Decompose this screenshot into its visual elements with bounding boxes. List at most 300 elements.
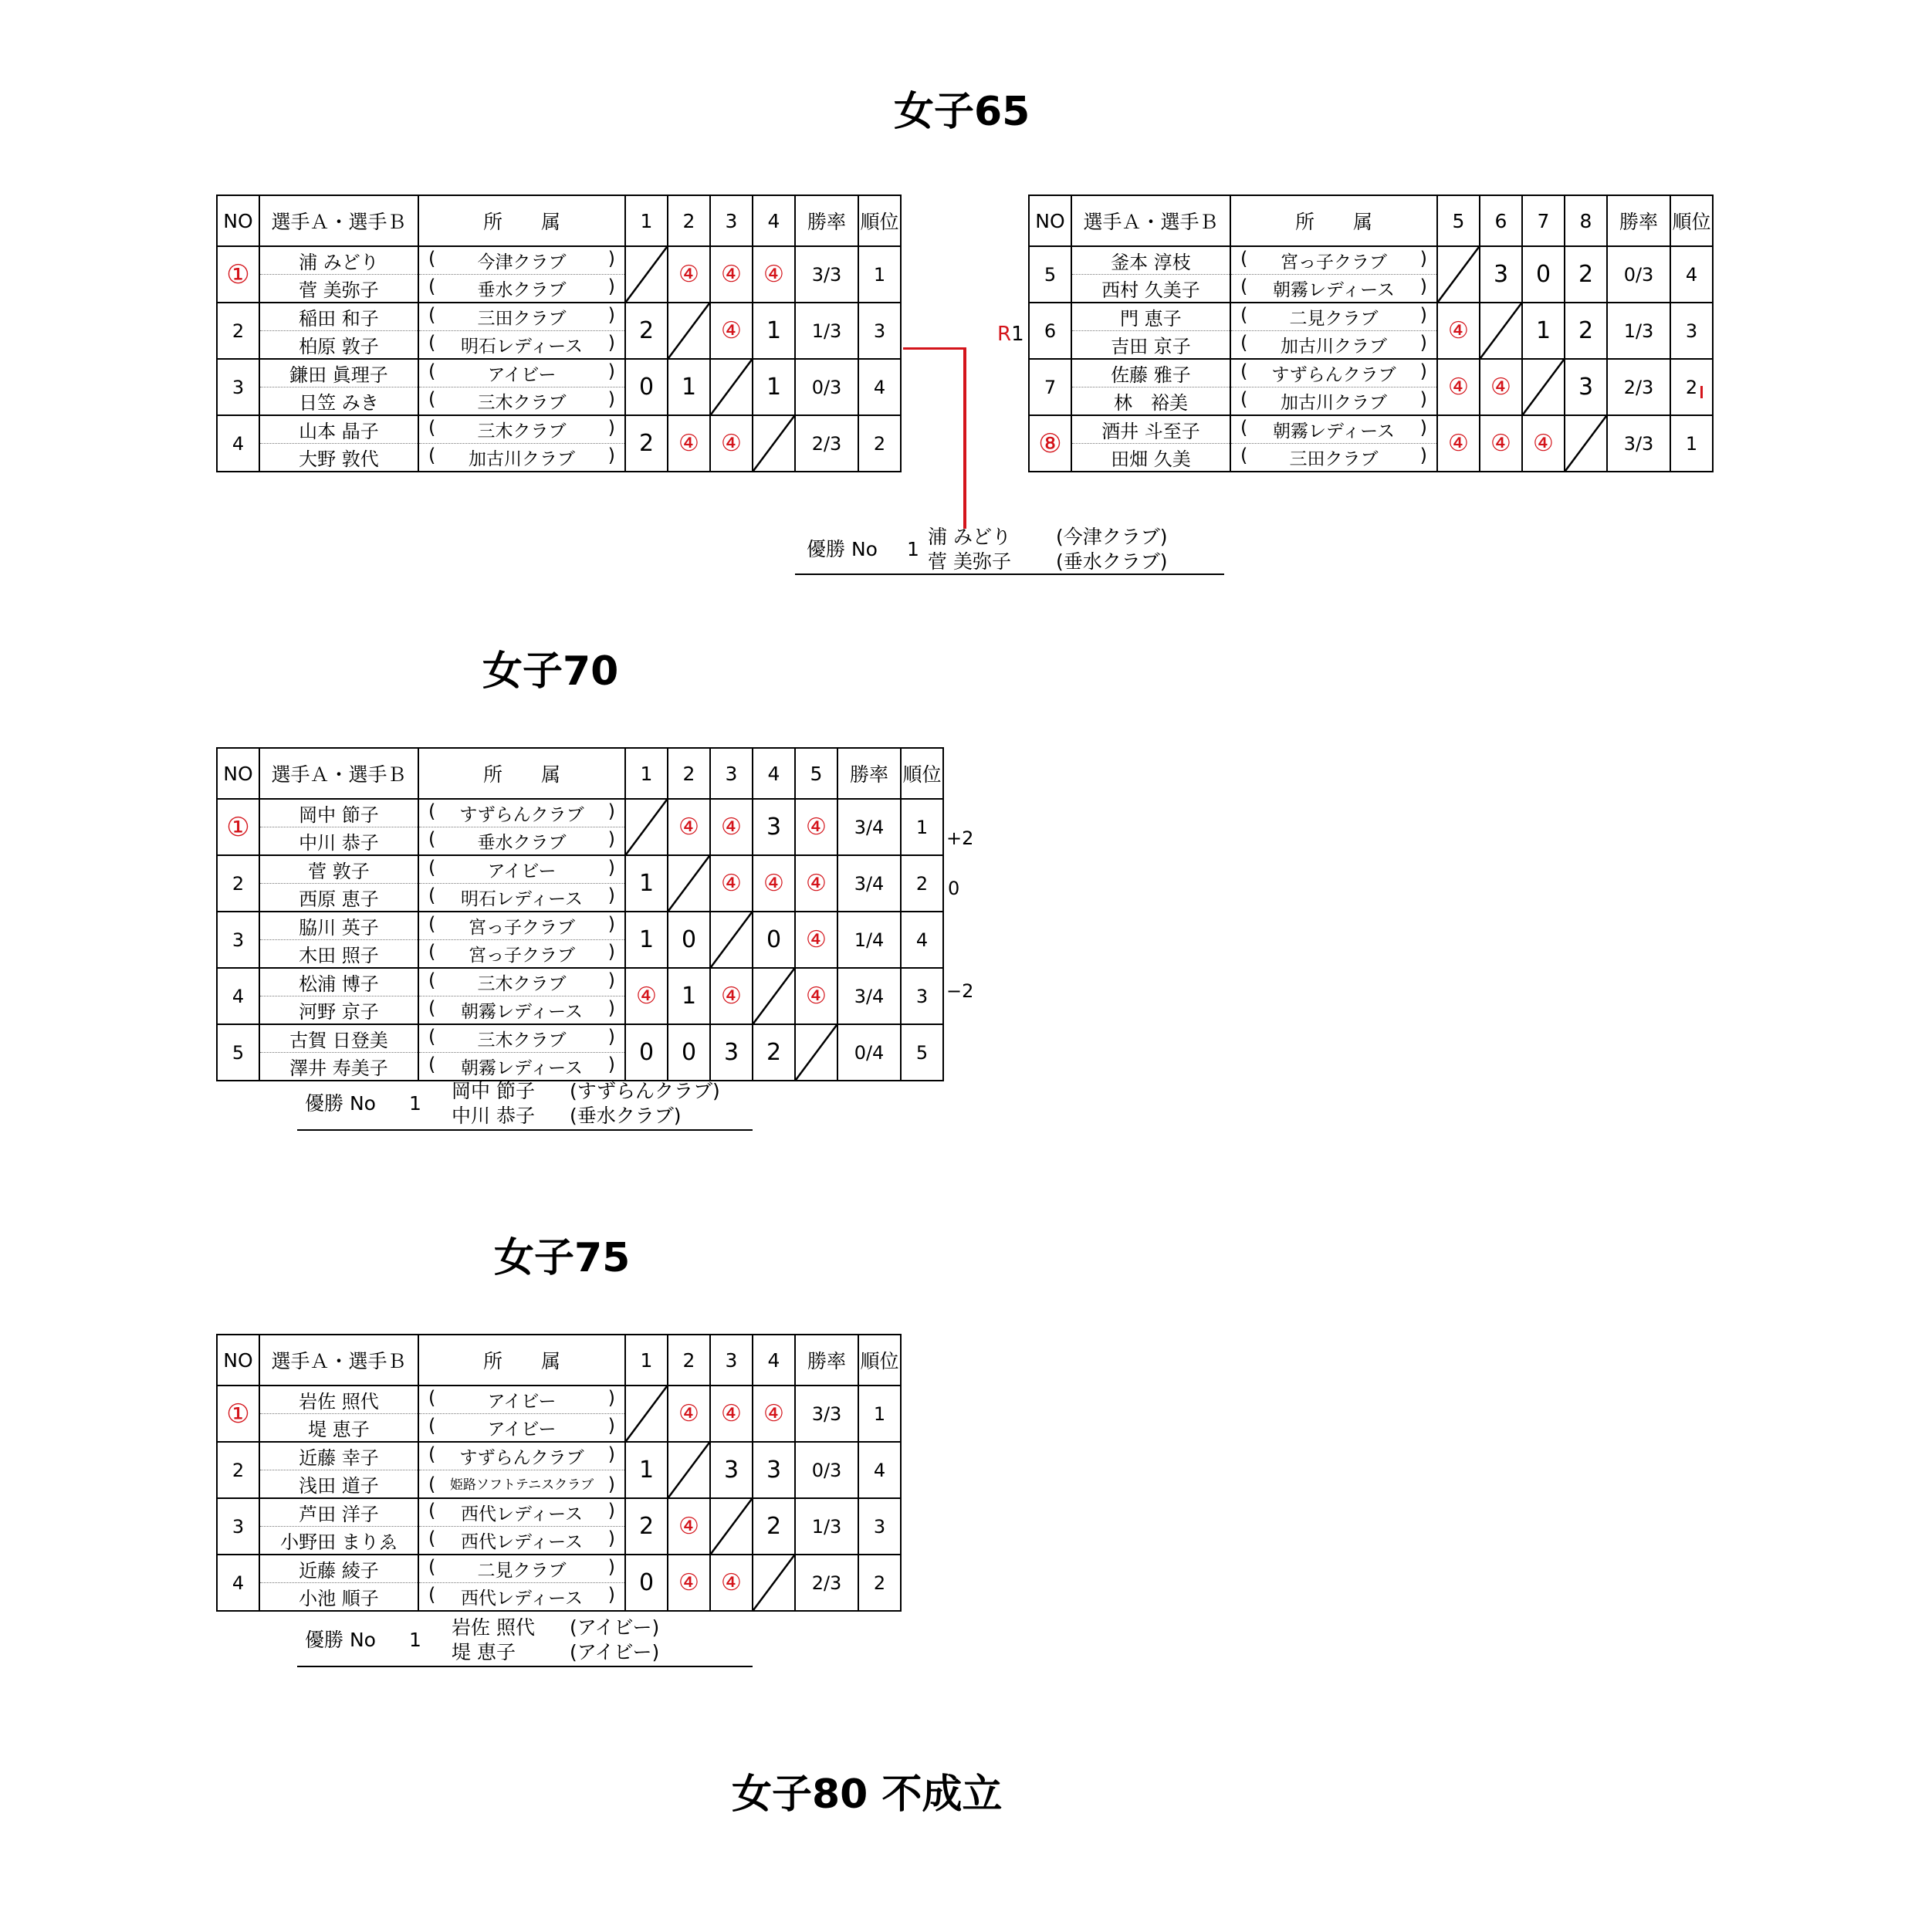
club-b: ( 垂水クラブ ) xyxy=(418,275,625,303)
score-value: 2 xyxy=(1578,261,1594,288)
score-value: ④ xyxy=(721,870,742,897)
club-b-name: 姫路ソフトテニスクラブ xyxy=(449,1477,594,1493)
self-match-cell xyxy=(668,303,710,359)
match-score xyxy=(668,1498,710,1555)
club-a-name: 二見クラブ xyxy=(1289,309,1379,329)
winner-70 xyxy=(297,1079,760,1128)
score-value: ④ xyxy=(678,261,699,288)
club-a: ( 西代レディース ) xyxy=(418,1498,625,1527)
rank: 3 xyxy=(858,1498,901,1555)
match-score xyxy=(753,1442,795,1498)
winner-75-underline xyxy=(297,1666,753,1667)
match-score xyxy=(753,1386,795,1442)
entry-no: 5 xyxy=(1029,246,1071,303)
rank: 3 xyxy=(1670,303,1713,359)
club-a: ( 二見クラブ ) xyxy=(1230,303,1437,331)
match-score xyxy=(668,246,710,303)
winner-club-b: (垂水クラブ) xyxy=(1056,550,1168,573)
win-rate: 3/4 xyxy=(837,799,901,855)
col-players-header: 選手Ａ・選手Ｂ xyxy=(1071,195,1230,246)
club-b: ( 朝霧レディース ) xyxy=(418,1053,625,1081)
score-value: ④ xyxy=(721,1400,742,1427)
entry-no: ① xyxy=(217,246,259,303)
opponent-col-header: 6 xyxy=(1480,195,1522,246)
score-value: ④ xyxy=(678,430,699,457)
match-score xyxy=(668,415,710,472)
match-score xyxy=(668,799,710,855)
col-no-header: NO xyxy=(217,748,259,799)
club-b-name: 加古川クラブ xyxy=(1281,337,1387,357)
self-match-cell xyxy=(1437,246,1480,303)
score-value: ④ xyxy=(678,1400,699,1427)
entry-no: ① xyxy=(217,1386,259,1442)
club-b: ( 明石レディース ) xyxy=(418,331,625,360)
club-a: ( 三木クラブ ) xyxy=(418,968,625,996)
match-score xyxy=(1565,359,1607,415)
match-score xyxy=(795,855,837,912)
win-rate: 2/3 xyxy=(795,415,858,472)
club-b-name: 加古川クラブ xyxy=(1281,393,1387,413)
match-score xyxy=(1565,303,1607,359)
score-value: ④ xyxy=(763,261,784,288)
club-a-name: アイビー xyxy=(487,861,557,881)
club-a: ( 三田クラブ ) xyxy=(418,303,625,331)
match-score xyxy=(753,303,795,359)
win-rate: 3/4 xyxy=(837,855,901,912)
club-a-name: 宮っ子クラブ xyxy=(1281,252,1387,272)
entry-no: ⑧ xyxy=(1029,415,1071,472)
col-players-header: 選手Ａ・選手Ｂ xyxy=(259,195,418,246)
table-row xyxy=(217,415,901,444)
player-b: 浅田 道子 xyxy=(259,1470,418,1499)
club-b: ( 三田クラブ ) xyxy=(1230,444,1437,472)
match-score xyxy=(668,1555,710,1611)
score-value: ④ xyxy=(806,870,827,897)
header-row xyxy=(217,195,901,246)
opponent-col-header: 5 xyxy=(795,748,837,799)
player-a: 脇川 英子 xyxy=(259,912,418,940)
player-a: 古賀 日登美 xyxy=(259,1024,418,1053)
table-row xyxy=(217,1442,901,1470)
score-value: 3 xyxy=(723,1457,739,1484)
score-value: 0 xyxy=(681,1039,697,1066)
score-value: ④ xyxy=(1533,430,1554,457)
score-value: ④ xyxy=(721,1569,742,1596)
entry-no: 2 xyxy=(217,303,259,359)
tiebreak-note-4: −2 xyxy=(946,980,974,1002)
winner-label: 優勝 No xyxy=(305,1629,376,1651)
rank-header: 順位 xyxy=(901,748,943,799)
match-score xyxy=(710,1386,753,1442)
table-row xyxy=(1029,359,1713,387)
self-match-cell xyxy=(668,1442,710,1498)
club-b-name: 朝霧レディース xyxy=(460,1058,583,1078)
player-a: 酒井 斗至子 xyxy=(1071,415,1230,444)
win-rate: 0/4 xyxy=(837,1024,901,1081)
club-b-name: 朝霧レディース xyxy=(1272,280,1395,300)
win-rate: 3/4 xyxy=(837,968,901,1024)
player-a: 稲田 和子 xyxy=(259,303,418,331)
winner-70-underline xyxy=(297,1129,753,1131)
club-a-name: すずらんクラブ xyxy=(459,1448,584,1468)
club-b-name: 西代レディース xyxy=(460,1532,583,1552)
match-score xyxy=(625,1498,668,1555)
player-b: 中川 恭子 xyxy=(259,827,418,856)
score-value: ④ xyxy=(806,926,827,953)
club-a-name: アイビー xyxy=(487,1392,557,1412)
final-line-horizontal xyxy=(903,347,966,350)
col-no-header: NO xyxy=(1029,195,1071,246)
score-value: 3 xyxy=(766,814,782,841)
club-a: ( すずらんクラブ ) xyxy=(1230,359,1437,387)
entry-no: 6 xyxy=(1029,303,1071,359)
score-value: 1 xyxy=(681,374,697,401)
winner-player-a: 岡中 節子 xyxy=(452,1080,535,1102)
table-row xyxy=(217,303,901,331)
rank: 1 xyxy=(858,1386,901,1442)
club-a-name: 宮っ子クラブ xyxy=(469,918,575,938)
opponent-col-header: 7 xyxy=(1522,195,1565,246)
title-women-80-cancelled: 女子80 不成立 xyxy=(732,1771,1003,1818)
score-value: ④ xyxy=(763,870,784,897)
table-row xyxy=(217,1555,901,1583)
rank: 4 xyxy=(901,912,943,968)
table-row xyxy=(1029,246,1713,275)
win-rate: 3/3 xyxy=(1607,415,1670,472)
club-a: ( 三木クラブ ) xyxy=(418,415,625,444)
header-row xyxy=(217,1335,901,1386)
score-value: 1 xyxy=(681,983,697,1010)
header-row xyxy=(217,748,943,799)
winner-player-b: 堤 恵子 xyxy=(452,1641,516,1663)
club-a: ( 今津クラブ ) xyxy=(418,246,625,275)
league-table-65-block-a xyxy=(216,195,902,472)
club-b: ( 朝霧レディース ) xyxy=(418,996,625,1025)
rank-header: 順位 xyxy=(858,1335,901,1386)
score-value: 1 xyxy=(638,1457,655,1484)
score-value: 3 xyxy=(766,1457,782,1484)
score-value: 2 xyxy=(1578,317,1594,344)
player-b: 日笠 みき xyxy=(259,387,418,416)
winner-club-a: (すずらんクラブ) xyxy=(570,1080,720,1102)
player-b: 柏原 敦子 xyxy=(259,331,418,360)
entry-no: 4 xyxy=(217,1555,259,1611)
match-score xyxy=(1437,303,1480,359)
match-score xyxy=(625,1442,668,1498)
col-affiliation-header: 所 属 xyxy=(1230,195,1437,246)
match-score xyxy=(625,303,668,359)
score-value: ④ xyxy=(1448,430,1469,457)
club-b: ( 朝霧レディース ) xyxy=(1230,275,1437,303)
match-score xyxy=(625,912,668,968)
player-b: 西村 久美子 xyxy=(1071,275,1230,303)
league-table-65-block-b xyxy=(1028,195,1714,472)
match-score xyxy=(710,415,753,472)
score-value: ④ xyxy=(1490,374,1511,401)
club-b: ( 西代レディース ) xyxy=(418,1527,625,1555)
player-b: 木田 照子 xyxy=(259,940,418,969)
opponent-col-header: 1 xyxy=(625,1335,668,1386)
match-score xyxy=(710,1555,753,1611)
player-a: 山本 晶子 xyxy=(259,415,418,444)
match-score xyxy=(625,1555,668,1611)
entry-no: 4 xyxy=(217,415,259,472)
club-a-name: 今津クラブ xyxy=(477,252,567,272)
rank: 1 xyxy=(858,246,901,303)
score-value: ④ xyxy=(1448,317,1469,344)
club-a-name: 三木クラブ xyxy=(477,974,567,994)
score-value: 0 xyxy=(681,926,697,953)
match-score xyxy=(753,1498,795,1555)
club-b-name: 明石レディース xyxy=(460,889,583,909)
entry-no: 3 xyxy=(217,1498,259,1555)
player-a: 芦田 洋子 xyxy=(259,1498,418,1527)
league-table-75 xyxy=(216,1334,902,1612)
player-b: 堤 恵子 xyxy=(259,1414,418,1443)
match-score xyxy=(1522,246,1565,303)
winner-club-b: (アイビー) xyxy=(570,1641,660,1663)
player-a: 鎌田 眞理子 xyxy=(259,359,418,387)
rank: 1 xyxy=(901,799,943,855)
player-b: 大野 敦代 xyxy=(259,444,418,472)
winner-player-b: 中川 恭子 xyxy=(452,1105,535,1127)
table-row xyxy=(217,1024,943,1053)
col-affiliation-header: 所 属 xyxy=(418,1335,625,1386)
table-row xyxy=(217,359,901,387)
score-value: 3 xyxy=(1578,374,1594,401)
table-row xyxy=(1029,303,1713,331)
opponent-col-header: 4 xyxy=(753,195,795,246)
winner-club-a: (今津クラブ) xyxy=(1056,526,1168,548)
self-match-cell xyxy=(1480,303,1522,359)
entry-no: 3 xyxy=(217,359,259,415)
score-value: 2 xyxy=(638,1513,655,1540)
win-rate: 0/3 xyxy=(795,359,858,415)
winner-label: 優勝 No xyxy=(807,538,878,560)
self-match-cell xyxy=(753,968,795,1024)
score-value: ④ xyxy=(678,1513,699,1540)
score-value: 2 xyxy=(766,1513,782,1540)
club-a-name: 三木クラブ xyxy=(477,421,567,442)
win-rate: 1/3 xyxy=(795,303,858,359)
player-b: 菅 美弥子 xyxy=(259,275,418,303)
self-match-cell xyxy=(625,799,668,855)
match-score xyxy=(795,912,837,968)
match-score xyxy=(710,1442,753,1498)
entry-no: 2 xyxy=(217,1442,259,1498)
match-score xyxy=(1480,246,1522,303)
match-score xyxy=(710,303,753,359)
self-match-cell xyxy=(668,855,710,912)
club-a-name: すずらんクラブ xyxy=(459,805,584,825)
player-a: 岡中 節子 xyxy=(259,799,418,827)
win-rate: 0/3 xyxy=(795,1442,858,1498)
club-a: ( 宮っ子クラブ ) xyxy=(418,912,625,940)
winner-club-a: (アイビー) xyxy=(570,1616,660,1639)
match-score xyxy=(710,855,753,912)
club-b: ( 垂水クラブ ) xyxy=(418,827,625,856)
score-value: 2 xyxy=(638,430,655,457)
title-women-75: 女子75 xyxy=(494,1235,631,1281)
match-score xyxy=(625,359,668,415)
self-match-cell xyxy=(710,1498,753,1555)
club-b-name: 朝霧レディース xyxy=(460,1002,583,1022)
rank: 2 xyxy=(858,1555,901,1611)
self-match-cell xyxy=(710,912,753,968)
score-value: 1 xyxy=(766,317,782,344)
rank: 2 xyxy=(858,415,901,472)
rank: 3 xyxy=(858,303,901,359)
score-value: 1 xyxy=(638,870,655,897)
club-b: ( 宮っ子クラブ ) xyxy=(418,940,625,969)
score-value: ④ xyxy=(721,317,742,344)
opponent-col-header: 4 xyxy=(753,1335,795,1386)
entry-no: 3 xyxy=(217,912,259,968)
win-rate: 2/3 xyxy=(795,1555,858,1611)
club-b: ( 西代レディース ) xyxy=(418,1583,625,1612)
winner-player-a: 岩佐 照代 xyxy=(452,1616,535,1639)
win-rate: 1/4 xyxy=(837,912,901,968)
opponent-col-header: 2 xyxy=(668,1335,710,1386)
win-rate-header: 勝率 xyxy=(837,748,901,799)
self-match-cell xyxy=(625,246,668,303)
match-score xyxy=(1437,359,1480,415)
score-value: 3 xyxy=(723,1039,739,1066)
opponent-col-header: 4 xyxy=(753,748,795,799)
match-score xyxy=(753,359,795,415)
final-line-vertical xyxy=(963,347,966,529)
score-value: ④ xyxy=(721,261,742,288)
win-rate-header: 勝率 xyxy=(795,195,858,246)
player-a: 門 恵子 xyxy=(1071,303,1230,331)
table-row xyxy=(217,1498,901,1527)
match-score xyxy=(668,968,710,1024)
col-affiliation-header: 所 属 xyxy=(418,195,625,246)
score-value: ④ xyxy=(636,983,657,1010)
score-value: ④ xyxy=(806,814,827,841)
opponent-col-header: 8 xyxy=(1565,195,1607,246)
self-match-cell xyxy=(753,415,795,472)
club-b: ( 加古川クラブ ) xyxy=(1230,331,1437,360)
club-b-name: 西代レディース xyxy=(460,1589,583,1609)
rank: 5 xyxy=(901,1024,943,1081)
club-b-name: アイビー xyxy=(487,1419,557,1440)
score-value: 1 xyxy=(638,926,655,953)
club-a: ( アイビー ) xyxy=(418,1386,625,1414)
club-b-name: 垂水クラブ xyxy=(477,280,567,300)
player-a: 菅 敦子 xyxy=(259,855,418,884)
col-affiliation-header: 所 属 xyxy=(418,748,625,799)
club-a: ( アイビー ) xyxy=(418,855,625,884)
rank: 2 xyxy=(1670,359,1713,415)
match-score xyxy=(668,1024,710,1081)
player-b: 吉田 京子 xyxy=(1071,331,1230,360)
table-row xyxy=(217,246,901,275)
col-players-header: 選手Ａ・選手Ｂ xyxy=(259,748,418,799)
self-match-cell xyxy=(753,1555,795,1611)
win-rate: 0/3 xyxy=(1607,246,1670,303)
match-score xyxy=(753,246,795,303)
player-a: 釜本 淳枝 xyxy=(1071,246,1230,275)
winner-no: 1 xyxy=(907,538,919,560)
opponent-col-header: 3 xyxy=(710,748,753,799)
opponent-col-header: 1 xyxy=(625,748,668,799)
win-rate-header: 勝率 xyxy=(1607,195,1670,246)
score-value: 0 xyxy=(638,374,655,401)
table-row xyxy=(217,799,943,827)
opponent-col-header: 3 xyxy=(710,1335,753,1386)
score-value: 3 xyxy=(1493,261,1509,288)
player-a: 佐藤 雅子 xyxy=(1071,359,1230,387)
club-b: ( 加古川クラブ ) xyxy=(418,444,625,472)
entry-no: 4 xyxy=(217,968,259,1024)
winner-player-b: 菅 美弥子 xyxy=(928,550,1011,573)
club-a-name: 三田クラブ xyxy=(477,309,567,329)
match-score xyxy=(668,912,710,968)
entry-no: 7 xyxy=(1029,359,1071,415)
win-rate: 3/3 xyxy=(795,246,858,303)
entry-no: 2 xyxy=(217,855,259,912)
rank: 1 xyxy=(1670,415,1713,472)
match-score xyxy=(1522,303,1565,359)
club-b-name: 明石レディース xyxy=(460,337,583,357)
opponent-col-header: 2 xyxy=(668,748,710,799)
right-edge-mark xyxy=(1700,386,1703,398)
winner-label: 優勝 No xyxy=(305,1092,376,1115)
match-score xyxy=(710,1024,753,1081)
score-value: 0 xyxy=(638,1039,655,1066)
player-a: 松浦 博子 xyxy=(259,968,418,996)
match-score xyxy=(625,415,668,472)
match-score xyxy=(710,968,753,1024)
rank: 3 xyxy=(901,968,943,1024)
rank: 2 xyxy=(901,855,943,912)
r1-label: R1 xyxy=(997,323,1024,346)
self-match-cell xyxy=(1565,415,1607,472)
match-score xyxy=(753,855,795,912)
club-b: ( 明石レディース ) xyxy=(418,884,625,912)
winner-75 xyxy=(297,1616,760,1665)
winner-65 xyxy=(795,525,1227,574)
rank: 4 xyxy=(858,1442,901,1498)
table-row xyxy=(217,912,943,940)
col-no-header: NO xyxy=(217,1335,259,1386)
club-a-name: 二見クラブ xyxy=(477,1561,567,1581)
self-match-cell xyxy=(1522,359,1565,415)
club-a: ( すずらんクラブ ) xyxy=(418,1442,625,1470)
tiebreak-note-1: +2 xyxy=(946,827,974,849)
winner-no: 1 xyxy=(409,1092,421,1115)
col-players-header: 選手Ａ・選手Ｂ xyxy=(259,1335,418,1386)
entry-no: 5 xyxy=(217,1024,259,1081)
rank-header: 順位 xyxy=(1670,195,1713,246)
club-a: ( 朝霧レディース ) xyxy=(1230,415,1437,444)
score-value: 1 xyxy=(1535,317,1551,344)
club-b-name: 加古川クラブ xyxy=(469,449,575,469)
player-b: 西原 恵子 xyxy=(259,884,418,912)
winner-player-a: 浦 みどり xyxy=(928,526,1011,548)
score-value: 2 xyxy=(638,317,655,344)
match-score xyxy=(625,1024,668,1081)
club-b: ( 姫路ソフトテニスクラブ ) xyxy=(418,1470,625,1499)
player-b: 小野田 まりゑ xyxy=(259,1527,418,1555)
win-rate: 2/3 xyxy=(1607,359,1670,415)
score-value: 2 xyxy=(766,1039,782,1066)
match-score xyxy=(753,912,795,968)
win-rate: 3/3 xyxy=(795,1386,858,1442)
club-b: ( 加古川クラブ ) xyxy=(1230,387,1437,416)
self-match-cell xyxy=(710,359,753,415)
